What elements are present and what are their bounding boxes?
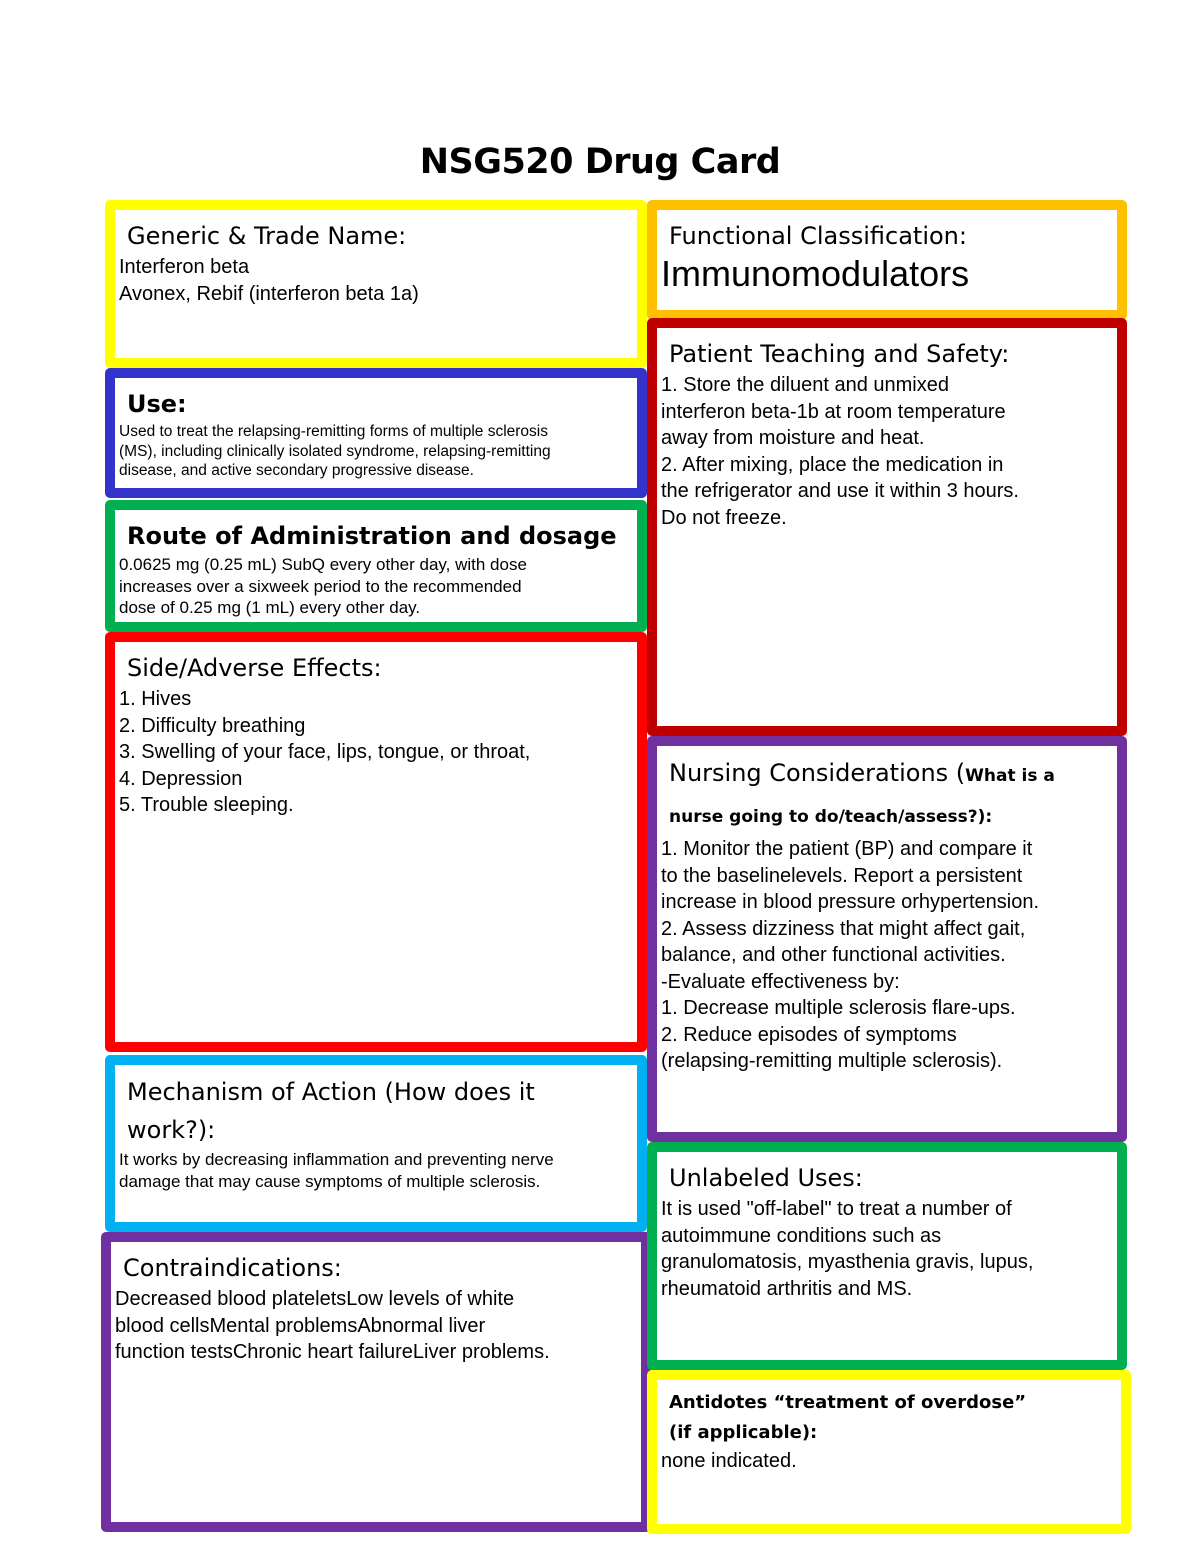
functional-classification-box [647,200,1127,320]
side-effects-list: 1. Hives 2. Difficulty breathing 3. Swelling of your face, lips, tongue, or throat, 4. Depression 5. Trouble sleeping. [119,688,531,816]
contraindications-heading: Contraindications: [123,1254,342,1282]
page-title: NSG520 Drug Card [419,142,781,182]
unlabeled-text: It is used "off-label" to treat a number of autoimmune conditions such as granulomatosis, myasthenia gravis, lupus, rheumatoid arthritis and MS. [661,1198,1034,1300]
generic-name: Interferon beta [119,256,250,278]
use-heading: Use: [127,390,187,418]
mechanism-box [105,1055,647,1232]
nursing-text: 1. Monitor the patient (BP) and compare it to the baselinelevels. Report a persistent increase in blood pressure orhypertension. 2. Assess dizziness that might affect gait, balance, and other functional activities. -Evaluate effectiveness by: 1. Decrease multiple sclerosis flare-ups. 2. Reduce episodes of symptoms (relapsing-remitting multiple sclerosis). [661,838,1039,1072]
mechanism-text: It works by decreasing inflammation and preventing nerve damage that may cause symptoms of multiple sclerosis. [119,1150,554,1191]
functional-value: Immunomodulators [661,253,970,294]
trade-name: Avonex, Rebif (interferon beta 1a) [119,282,419,305]
unlabeled-heading: Unlabeled Uses: [669,1164,863,1192]
generic-heading: Generic & Trade Name: [127,222,407,250]
antidotes-box [647,1370,1131,1534]
contraindications-box [101,1232,651,1532]
side-effects-heading: Side/Adverse Effects: [127,654,382,682]
teaching-box [647,318,1127,736]
route-heading: Route of Administration and dosage [127,522,617,550]
teaching-heading: Patient Teaching and Safety: [669,340,1010,368]
nursing-box [647,736,1127,1142]
mechanism-heading: Mechanism of Action (How does it work?): [127,1078,535,1144]
nursing-heading-question: What is a nurse going to do/teach/assess?): [669,766,1055,827]
generic-trade-name-box [105,200,647,368]
use-box [105,368,647,498]
nursing-heading-main: Nursing Considerations ( [669,759,966,787]
route-box [105,500,647,632]
teaching-text: 1. Store the diluent and unmixed interferon beta-1b at room temperature away from moisture and heat. 2. After mixing, place the medication in the refrigerator and use it within 3 hours. Do not freeze. [661,374,1019,529]
unlabeled-uses-box [647,1142,1127,1370]
nursing-heading [661,754,1089,836]
antidotes-text: none indicated. [661,1450,797,1472]
route-text: 0.0625 mg (0.25 mL) SubQ every other day, with dose increases over a sixweek period to the recommended dose of 0.25 mg (1 mL) every other day. [119,555,527,617]
antidotes-heading: Antidotes “treatment of overdose” (if applicable): [669,1392,1027,1443]
use-text: Used to treat the relapsing-remitting forms of multiple sclerosis (MS), including clinically isolated syndrome, relapsing-remitting disease, and active secondary progressive disease. [119,423,551,479]
side-effects-box [105,632,647,1052]
functional-heading: Functional Classification: [669,222,967,250]
contraindications-text: Decreased blood plateletsLow levels of white blood cellsMental problemsAbnormal liver function testsChronic heart failureLiver problems. [115,1288,550,1363]
